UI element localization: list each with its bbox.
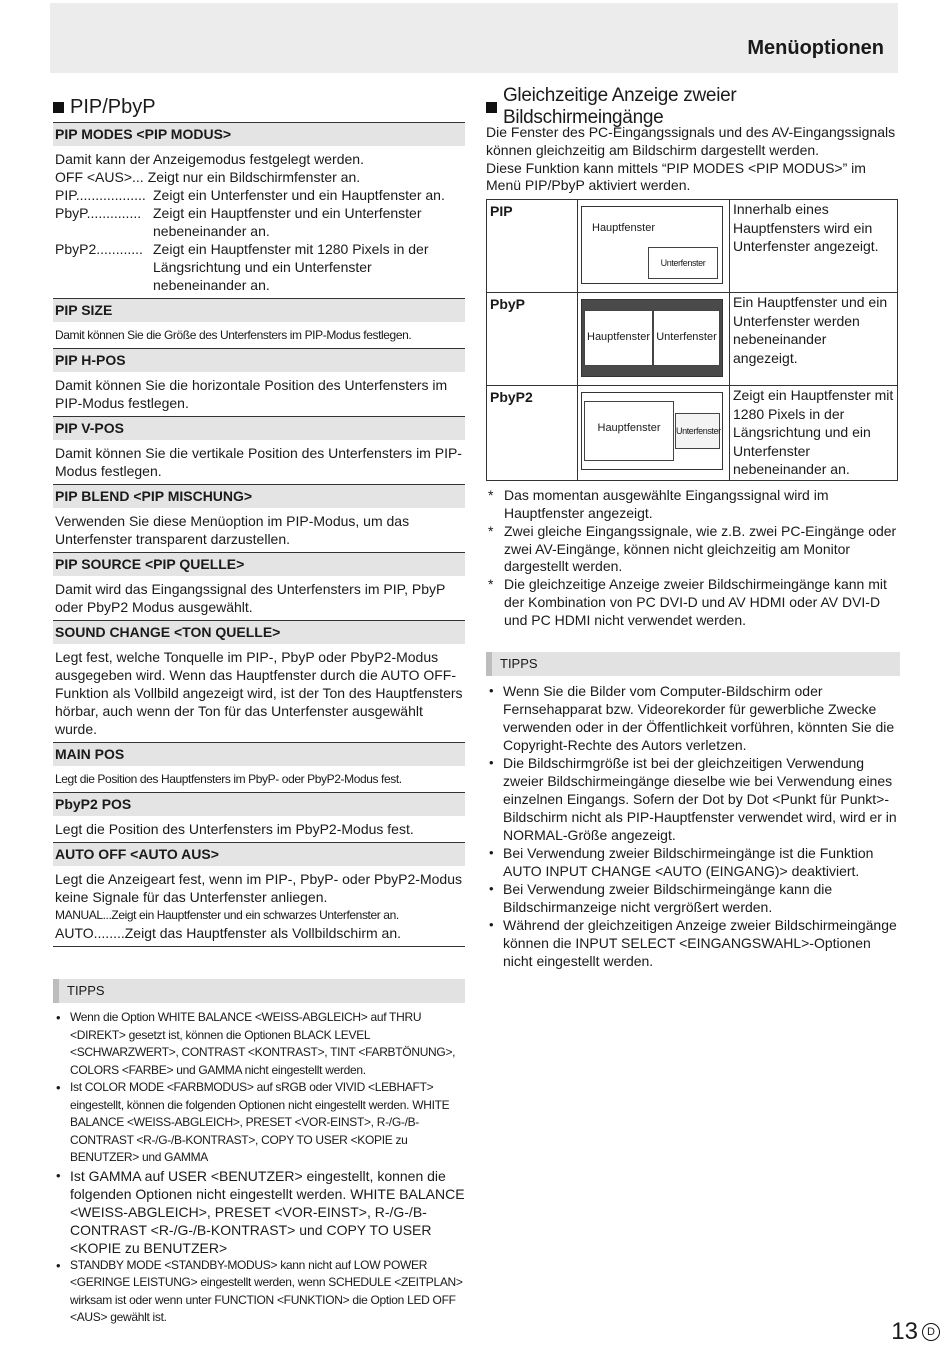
option-body-pip-blend: Verwenden Sie diese Menüoption im PIP-Modus, um das Unterfenster transparent darzustellen. bbox=[55, 513, 410, 547]
option-heading-pip-hpos: PIP H-POS bbox=[53, 348, 465, 372]
definition-row: PIP.................. Zeigt ein Unterfenster und ein Hauptfenster an. bbox=[55, 187, 445, 203]
square-bullet-icon bbox=[53, 102, 64, 113]
intro-text: Die Fenster des PC-Eingangssignals und des AV-Eingangssignals können gleichzeitig am Bildschirm dargestellt werden. Diese Funktion kann mittels “PIP MODES <PIP MODUS>” im Menü PIP/PbyP aktiviert werden. bbox=[486, 124, 896, 194]
page-header bbox=[50, 3, 898, 73]
sub-window bbox=[675, 413, 720, 449]
main-window-label: Hauptfenster bbox=[592, 222, 655, 235]
list-item: * Die gleichzeitige Anzeige zweier Bildschirmeingänge kann mit der Kombination von PC DVI-D und AV HDMI oder AV DVI-D und PC HDMI nicht verwendet werden. bbox=[486, 576, 900, 629]
option-body-pip-size: Damit können Sie die Größe des Unterfensters im PIP-Modus festlegen. bbox=[55, 328, 412, 342]
right-column bbox=[486, 85, 900, 970]
option-body-pip-source: Damit wird das Eingangssignal des Unterfensters im PIP, PbyP oder PbyP2 Modus ausgewählt. bbox=[55, 581, 446, 615]
main-window-label: Hauptfenster bbox=[597, 422, 661, 435]
definition-row: OFF <AUS>... Zeigt nur ein Bildschirmfenster an. bbox=[55, 169, 361, 185]
pbyp2-diagram bbox=[578, 386, 730, 481]
option-heading-pbyp2-pos: PbyP2 POS bbox=[53, 792, 465, 816]
tips-list-right bbox=[486, 682, 900, 970]
page-number: 13 D bbox=[891, 1318, 940, 1346]
sub-window-label: Unterfenster bbox=[656, 331, 717, 344]
option-body-sound-change: Legt fest, welche Tonquelle im PIP-, PbyP oder PbyP2-Modus ausgegeben wird. Wenn das Hauptfenster durch die AUTO OFF-Funktion als Vollbild angezeigt wird, ist der Ton des Hauptfensters hörbar, auch wenn der Ton für das Unterfenster ausgewählt wurde. bbox=[55, 649, 463, 737]
pip-mode-table bbox=[486, 199, 898, 481]
list-item: • Wenn Sie die Bilder vom Computer-Bildschirm oder Fernsehapparat bzw. Videorekorder für gewerbliche Zwecke verwenden oder in der Öffentlichkeit vorführen, könnten Sie die Copyright-Rechte des Autors verletzen. bbox=[486, 682, 900, 754]
definition-list bbox=[55, 168, 463, 294]
left-column bbox=[53, 92, 465, 1327]
list-item: • Ist COLOR MODE <FARBMODUS> auf sRGB oder VIVID <LEBHAFT> eingestellt, können die folgenden Optionen nicht eingestellt werden. WHITE BALANCE <WEISS-ABGLEICH>, PRESET <VOR-EINST>, R-/G-/B-CONTRAST <R-/G-/B-KONTRAST>, COPY TO USER <KOPIE zu BENUTZER> und GAMMA bbox=[53, 1079, 465, 1167]
mode-description-pbyp: Ein Hauptfenster und ein Unterfenster werden nebeneinander angezeigt. bbox=[730, 293, 898, 386]
table-row bbox=[487, 200, 898, 293]
list-item: • Bei Verwendung zweier Bildschirmeingänge ist die Funktion AUTO INPUT CHANGE <AUTO (EINGANG)> deaktiviert. bbox=[486, 844, 900, 880]
option-body-pip-modes: Damit kann der Anzeigemodus festgelegt werden. OFF <AUS>... Zeigt nur ein Bildschirmfenster an. PIP.................. Zeigt ein Unterfenster und ein Hauptfenster an. PbyP.............. Zeigt ein Hauptfenster und ein Unterfenster nebeneinander an. PbyP2............ Zeigt ein Hauptfenster mit 1280 Pixels in der Längsrichtung und ein Unterfenster nebeneinander an. bbox=[53, 146, 465, 298]
notes-list bbox=[486, 487, 900, 629]
table-row bbox=[487, 293, 898, 386]
option-heading-auto-off: AUTO OFF <AUTO AUS> bbox=[53, 842, 465, 866]
section-title-pip-pbyp: PIP/PbyP bbox=[53, 92, 465, 122]
main-window bbox=[584, 401, 674, 461]
list-item: * Das momentan ausgewählte Eingangssignal wird im Hauptfenster angezeigt. bbox=[486, 487, 900, 523]
option-heading-pip-blend: PIP BLEND <PIP MISCHUNG> bbox=[53, 484, 465, 508]
main-window-label: Hauptfenster bbox=[587, 331, 650, 344]
screen-frame bbox=[581, 392, 723, 470]
list-item: • Ist GAMMA auf USER <BENUTZER> eingestellt, konnen die folgenden Optionen nicht eingestellt werden. WHITE BALANCE <WEISS-ABGLEICH>, PRESET <VOR-EINST>, R-/G-/B-CONTRAST <R-/G-/B-KONTRAST> und COPY TO USER <KOPIE zu BENUTZER> bbox=[53, 1167, 465, 1257]
square-bullet-icon bbox=[486, 102, 497, 113]
pbyp-diagram bbox=[578, 293, 730, 386]
tipps-label-left: TIPPS bbox=[53, 979, 465, 1003]
option-body-pbyp2-pos: Legt die Position des Unterfensters im PbyP2-Modus fest. bbox=[55, 821, 414, 837]
main-window bbox=[584, 310, 653, 366]
option-heading-pip-vpos: PIP V-POS bbox=[53, 416, 465, 440]
table-row bbox=[487, 386, 898, 481]
mode-description-pbyp2: Zeigt ein Hauptfenster mit 1280 Pixels in der Längsrichtung und ein Unterfenster nebeneinander an. bbox=[730, 386, 898, 481]
screen-frame bbox=[581, 206, 723, 284]
option-body-auto-off: Legt die Anzeigeart fest, wenn im PIP-, PbyP- oder PbyP2-Modus keine Signale für das Unterfenster anliegen. MANUAL...Zeigt ein Hauptfenster und ein schwarzes Unterfenster an. AUTO........Zeigt das Hauptfenster als Vollbildschirm an. bbox=[55, 871, 462, 941]
list-item: * Zwei gleiche Eingangssignale, wie z.B. zwei PC-Eingänge oder zwei AV-Eingänge, können nicht gleichzeitig am Monitor dargestellt werden. bbox=[486, 523, 900, 576]
page-title: Menüoptionen bbox=[747, 37, 884, 59]
list-item: • Die Bildschirmgröße ist bei der gleichzeitigen Verwendung zweier Bildschirmeingänge dieselbe wie bei Verwendung eines einzelnen Eingangs. Sofern der Dot by Dot <Punkt für Punkt>-Bildschirm nicht als PIP-Hauptfenster verwendet wird, wird er in NORMAL-Größe angezeigt. bbox=[486, 754, 900, 844]
option-body-pip-hpos: Damit können Sie die horizontale Position des Unterfensters im PIP-Modus festlegen. bbox=[55, 377, 448, 411]
option-heading-pip-modes: PIP MODES <PIP MODUS> bbox=[53, 122, 465, 146]
tips-list-left bbox=[53, 1009, 465, 1327]
sub-window-label: Unterfenster bbox=[660, 258, 706, 269]
list-item: • Wenn die Option WHITE BALANCE <WEISS-ABGLEICH> auf THRU <DIREKT> gesetzt ist, können die Optionen BLACK LEVEL <SCHWARZWERT>, CONTRAST <KONTRAST>, TINT <FARBTÖNUNG>, COLORS <FARBE> und GAMMA nicht eingestellt werden. bbox=[53, 1009, 465, 1079]
option-body-main-pos: Legt die Position des Hauptfensters im PbyP- oder PbyP2-Modus fest. bbox=[55, 772, 402, 786]
option-heading-pip-size: PIP SIZE bbox=[53, 298, 465, 322]
sub-window bbox=[653, 310, 720, 366]
option-heading-main-pos: MAIN POS bbox=[53, 742, 465, 766]
option-heading-pip-source: PIP SOURCE <PIP QUELLE> bbox=[53, 552, 465, 576]
mode-label-pip: PIP bbox=[487, 200, 578, 293]
definition-row: PbyP2............ Zeigt ein Hauptfenster mit 1280 Pixels in der Längsrichtung und ein Unterfenster nebeneinander an. bbox=[55, 241, 429, 293]
mode-label-pbyp2: PbyP2 bbox=[487, 386, 578, 481]
option-body-pip-vpos: Damit können Sie die vertikale Position des Unterfensters im PIP-Modus festlegen. bbox=[55, 445, 462, 479]
tipps-label-right: TIPPS bbox=[486, 652, 900, 676]
list-item: • Während der gleichzeitigen Anzeige zweier Bildschirmeingänge können die INPUT SELECT <EINGANGSWAHL>-Optionen nicht eingestellt werden. bbox=[486, 916, 900, 970]
list-item: • STANDBY MODE <STANDBY-MODUS> kann nicht auf LOW POWER <GERINGE LEISTUNG> eingestellt werden, wenn SCHEDULE <ZEITPLAN> wirksam ist oder wenn unter FUNCTION <FUNKTION> die Option LED OFF <AUS> gewählt ist. bbox=[53, 1257, 465, 1327]
mode-description-pip: Innerhalb eines Hauptfensters wird ein Unterfenster angezeigt. bbox=[730, 200, 898, 293]
definition-row: PbyP.............. Zeigt ein Hauptfenster und ein Unterfenster nebeneinander an. bbox=[55, 205, 422, 239]
list-item: • Bei Verwendung zweier Bildschirmeingänge kann die Bildschirmanzeige nicht vergrößert werden. bbox=[486, 880, 900, 916]
screen-frame bbox=[581, 299, 723, 377]
section-title-simultaneous: Gleichzeitige Anzeige zweier Bildschirmeingänge bbox=[486, 92, 900, 122]
language-badge-icon: D bbox=[922, 1323, 940, 1341]
sub-window bbox=[648, 247, 718, 279]
mode-label-pbyp: PbyP bbox=[487, 293, 578, 386]
pip-diagram bbox=[578, 200, 730, 293]
option-heading-sound-change: SOUND CHANGE <TON QUELLE> bbox=[53, 620, 465, 644]
sub-window-label: Unterfenster bbox=[676, 426, 721, 437]
